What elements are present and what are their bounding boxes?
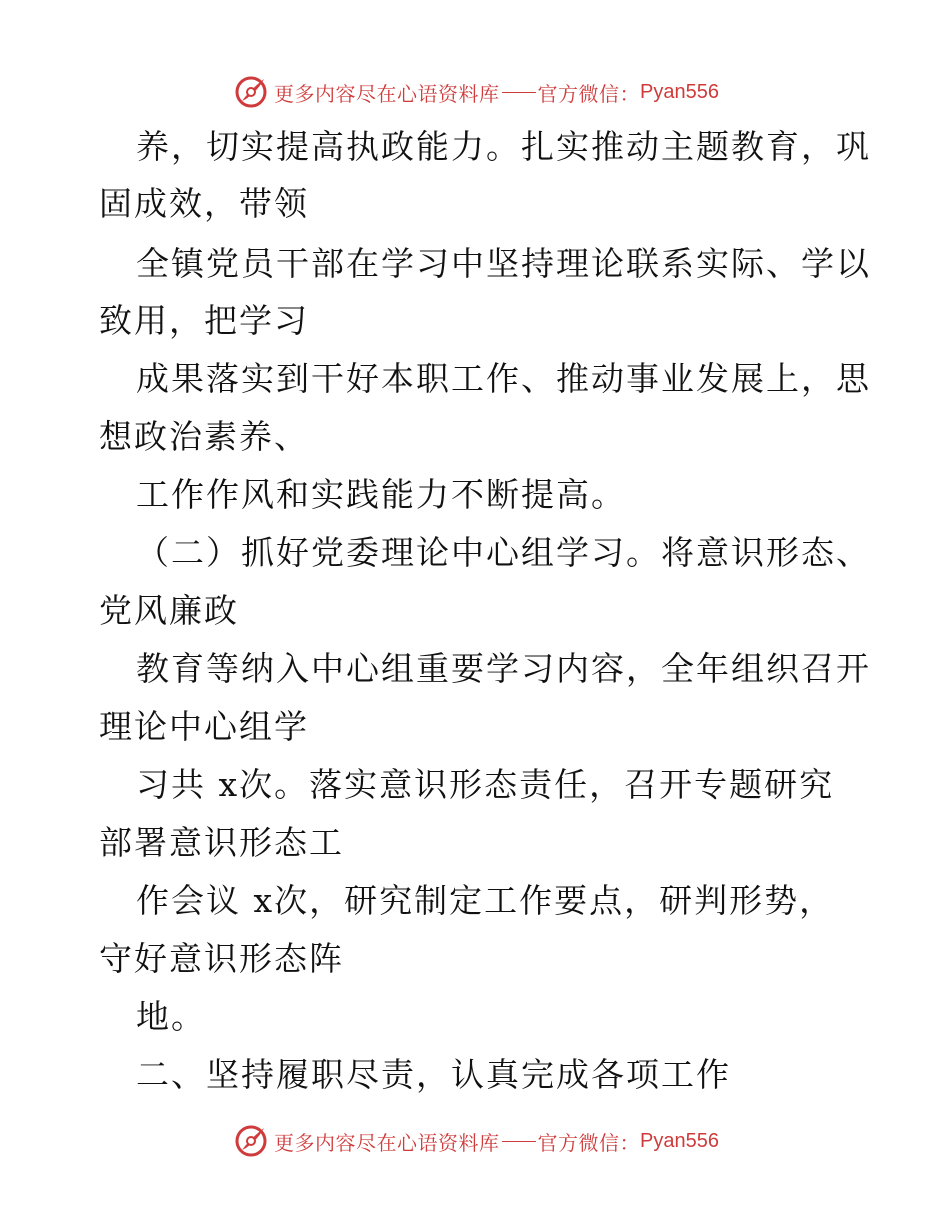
header-watermark-banner [234,72,719,112]
quill-logo-icon [234,1124,268,1158]
body-line: 致用，把学习 [99,301,309,340]
body-line: 部署意识形态工 [99,823,344,862]
wechat-id: Pyan556 [640,80,719,103]
body-line: 养，切实提高执政能力。扎实推动主题教育，巩 [136,127,871,166]
body-line: 守好意识形态阵 [99,939,344,978]
body-line: 地。 [136,997,206,1036]
body-line: 教育等纳入中心组重要学习内容，全年组织召开 [136,649,871,688]
body-line: 想政治素养、 [99,417,309,456]
wechat-label: 官方微信： [537,1130,640,1155]
banner-text: 更多内容尽在心语资料库 [274,1130,500,1155]
banner-text: 更多内容尽在心语资料库 [274,81,500,106]
section-heading-line: （二）抓好党委理论中心组学习。将意识形态、 [136,533,871,572]
banner-dash [502,1141,536,1142]
footer-watermark-banner [234,1121,719,1161]
wechat-id: Pyan556 [640,1129,719,1152]
quill-logo-icon [234,75,268,109]
body-line: 作会议 x次，研究制定工作要点，研判形势， [136,881,835,920]
body-line: 全镇党员干部在学习中坚持理论联系实际、学以 [136,244,871,283]
banner-dash [502,92,536,93]
body-line: 固成效，带领 [99,184,309,223]
wechat-label: 官方微信： [537,81,640,106]
section-heading-line: 二、坚持履职尽责，认真完成各项工作 [136,1055,731,1094]
body-line: 成果落实到干好本职工作、推动事业发展上，思 [136,359,871,398]
body-line: 理论中心组学 [99,707,309,746]
body-line: 工作作风和实践能力不断提高。 [136,475,626,514]
body-line: 习共 x次。落实意识形态责任，召开专题研究 [136,765,835,804]
body-line: 党风廉政 [99,591,239,630]
